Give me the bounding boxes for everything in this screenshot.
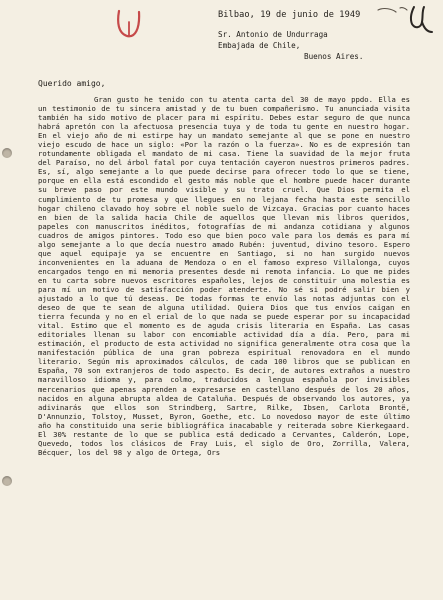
handwritten-corner-mark bbox=[372, 4, 436, 38]
recipient-city: Buenos Aires. bbox=[304, 52, 364, 61]
handwritten-u-mark bbox=[112, 8, 146, 42]
letter-date: Bilbao, 19 de junio de 1949 bbox=[218, 10, 361, 20]
salutation: Querido amigo, bbox=[38, 79, 106, 88]
punch-hole bbox=[2, 148, 12, 158]
recipient-institution: Embajada de Chile, bbox=[218, 41, 301, 50]
recipient-block bbox=[218, 29, 363, 62]
recipient-name: Sr. Antonio de Undurraga bbox=[218, 30, 328, 39]
letter-body: Gran gusto he tenido con tu atenta carta del 30 de mayo ppdo. Ella es un testimonio de tu sincera amistad y de tu buen compañerismo. Tu anunciada visita también ha sido motivo de placer para mi espíritu. Debes estar seguro de que nunca habrá apretón con la afectuosa presencia tuya y de toda tu gente en nuestro hogar. En el viejo año de mi estirpe hay un mandato semejante al que se pone en nuestro viejo escudo de hace un siglo: «Por la razón o la fuerza». No es de expresión tan rotundamente obligada el mandato de mi casa. Tiene la suavidad de la mejor fruta del Paraíso, no del árbol fatal por cuya tentación cayeron nuestros primeros padres. Es, sí, algo semejante a lo que puede decirse para ofrecer todo lo que se tiene, porque en ella está escondido el gesto más noble que el hombre puede hacer durante su breve paso por este mundo visible y su trato cruel. Que Dios permita el cumplimiento de tu promesa y que llegues en no lejana fecha hasta este sencillo hogar chileno clavado hoy sobre el noble suelo de Vizcaya. Gracias por cuanto haces en bien de la salida hacia Chile de aquellos que llevan mis libros queridos, papeles con manuscritos inéditos, fotografías de mi andanza cotidiana y algunos cuadros de amigos pintores. Todo eso que bien poco vale para los demás es para mí algo semejante a lo que decía nuestro amado Rubén: juventud, divino tesoro. Espero que aquel equipaje ya se encuentre en Santiago, si no han surgido nuevos inconvenientes en la aduana de Mendoza o en el famoso expreso Villalonga, cuyos encargados tengo en mi memoria presentes desde mi remota infancia. Lo que me pides en tu carta sobre nuevos escritores españoles, lejos de constituir una molestia es para mí un motivo de satisfacción poder atenderte. No sé si podré salir bien y ajustado a lo que tú deseas. De todas formas te envío las notas adjuntas con el deseo de que te sean de alguna utilidad. Quiera Dios que tus envíos caigan en tierra fecunda y no en el erial de lo que nada se puede esperar por su incapacidad vital. Estimo que el momento es de aguda crisis literaria en España. Las casas editoriales llenan su labor con encomiable actividad día a día. Pero, para mi estimación, el producto de esta actividad no significa generalmente otra cosa que la manifestación pública de una gran pobreza espiritual renovadora en el mundo literario. Según mis aproximados cálculos, de cada 100 libros que se publican en España, 70 son extranjeros de todo aspecto. Es decir, de autores extraños a nuestro maravilloso idioma y, para colmo, traducidos a lengua española por invisibles mercenarios que apenas aprenden a expresarse en castellano después de los 20 años, nacidos en alguna abrupta aldea de Cataluña. Después de observando los autores, ya adivinarás que ellos son Strindberg, Sartre, Rilke, Ibsen, Carlota Brontë, D'Annunzio, Tolstoy, Musset, Byron, Goethe, etc. Lo novedoso mayor de este último año ha constituido una serie bibliográfica inacabable y reiterada sobre Kierkegaard. El 30% restante de lo que se publica está dedicado a Cervantes, Calderón, Lope, Quevedo, todos los clásicos de Fray Luis, el siglo de Oro, Zorrilla, Valera, Bécquer, los del 98 y algo de Ortega, Ors bbox=[38, 95, 410, 457]
punch-hole bbox=[2, 476, 12, 486]
